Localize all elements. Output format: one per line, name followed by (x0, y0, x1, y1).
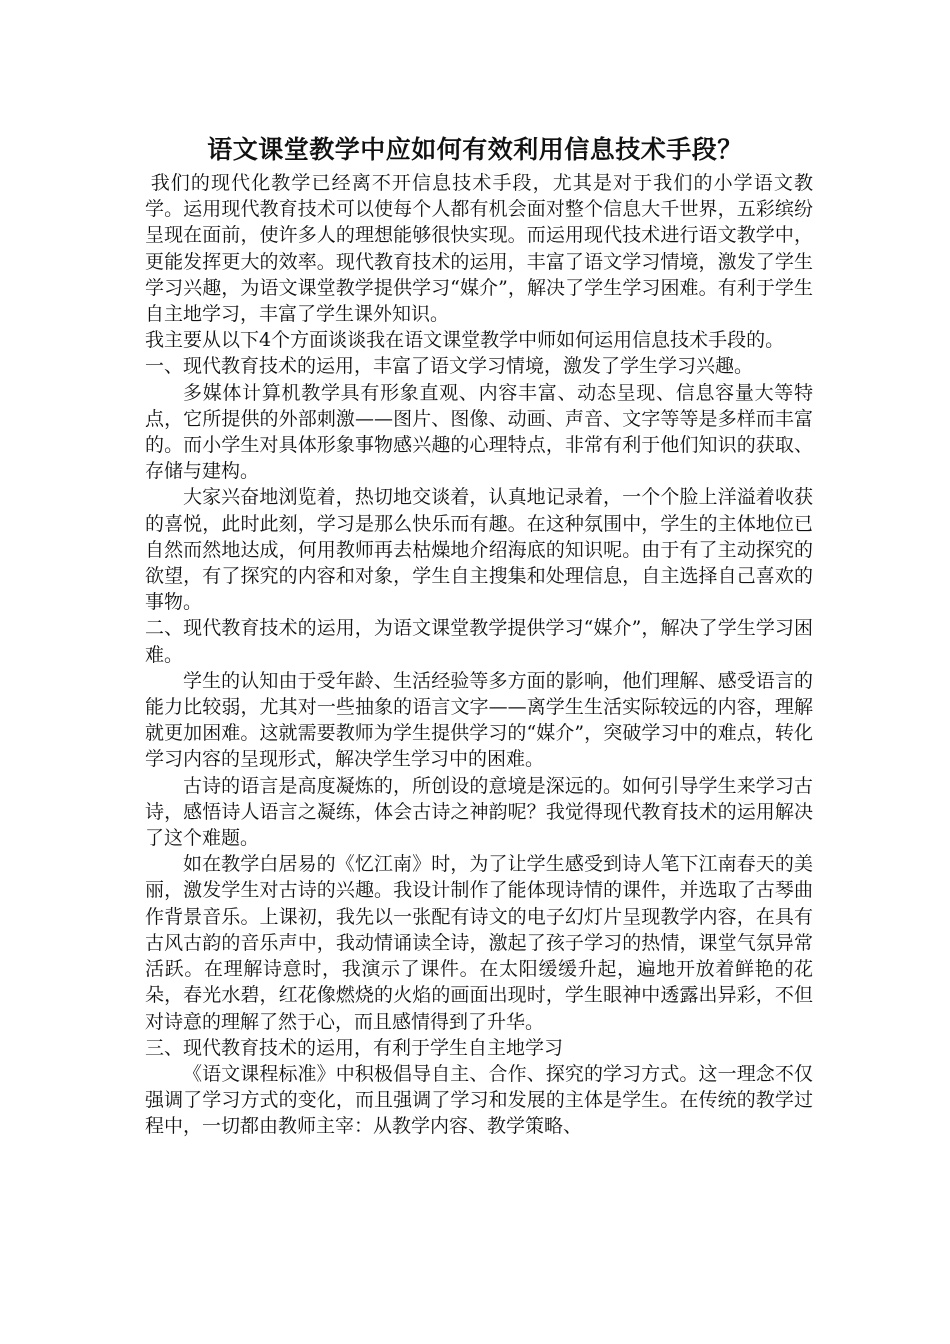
paragraph-intro: 我们的现代化教学已经离不开信息技术手段，尤其是对于我们的小学语文教学。运用现代教育技术可以使每个人都有机会面对整个信息大千世界，五彩缤纷呈现在面前，使许多人的理想能够很快实现。而运用现代技术进行语文教学中，更能发挥更大的效率。现代教育技术的运用，丰富了语文学习情境，激发了学生学习兴趣，为语文课堂教学提供学习“媒介”，解决了学生学习困难。有利于学生自主地学习，丰富了学生课外知识。 (145, 172, 813, 326)
paragraph: 大家兴奋地浏览着，热切地交谈着，认真地记录着，一个个脸上洋溢着收获的喜悦，此时此刻，学习是那么快乐而有趣。在这种氛围中，学生的主体地位已自然而然地达成，何用教师再去枯燥地介绍海底的知识呢。由于有了主动探究的欲望，有了探究的内容和对象，学生自主搜集和处理信息，自主选择自己喜欢的事物。 (145, 486, 813, 614)
paragraph: 古诗的语言是高度凝炼的，所创设的意境是深远的。如何引导学生来学习古诗，感悟诗人语言之凝练，体会古诗之神韵呢？我觉得现代教育技术的运用解决了这个难题。 (145, 774, 813, 850)
section-heading-3: 三、现代教育技术的运用，有利于学生自主地学习 (145, 1036, 564, 1059)
document-body (145, 170, 813, 1140)
paragraph: 多媒体计算机教学具有形象直观、内容丰富、动态呈现、信息容量大等特点，它所提供的外部刺激——图片、图像、动画、声音、文字等等是多样而丰富的。而小学生对具体形象事物感兴趣的心理特点，非常有利于他们知识的获取、存储与建构。 (145, 381, 813, 483)
paragraph: 《语文课程标准》中积极倡导自主、合作、探究的学习方式。这一理念不仅强调了学习方式的变化，而且强调了学习和发展的主体是学生。在传统的教学过程中，一切都由教师主宰：从教学内容、教学策略、 (145, 1062, 813, 1138)
document-title: 语文课堂教学中应如何有效利用信息技术手段？ (207, 135, 743, 164)
section-heading-1: 一、现代教育技术的运用，丰富了语文学习情境，激发了学生学习兴趣。 (145, 355, 754, 378)
paragraph-overview: 我主要从以下4个方面谈谈我在语文课堂教学中师如何运用信息技术手段的。 (145, 329, 785, 352)
paragraph: 如在教学白居易的《忆江南》时，为了让学生感受到诗人笔下江南春天的美丽，激发学生对古诗的兴趣。我设计制作了能体现诗情的课件，并选取了古琴曲作背景音乐。上课初，我先以一张配有诗文的电子幻灯片呈现教学内容，在具有古风古韵的音乐声中，我动情诵读全诗，激起了孩子学习的热情，课堂气氛异常活跃。在理解诗意时，我演示了课件。在太阳缓缓升起，遍地开放着鲜艳的花朵，春光水碧，红花像燃烧的火焰的画面出现时，学生眼神中透露出异彩，不但对诗意的理解了然于心，而且感情得到了升华。 (145, 853, 813, 1033)
paragraph: 学生的认知由于受年龄、生活经验等多方面的影响，他们理解、感受语言的能力比较弱，尤其对一些抽象的语言文字——离学生生活实际较远的内容，理解就更加困难。这就需要教师为学生提供学习的“媒介”，突破学习中的难点，转化学习内容的呈现形式，解决学生学习中的困难。 (145, 669, 813, 771)
section-heading-2: 二、现代教育技术的运用，为语文课堂教学提供学习“媒介”，解决了学生学习困难。 (145, 617, 813, 666)
